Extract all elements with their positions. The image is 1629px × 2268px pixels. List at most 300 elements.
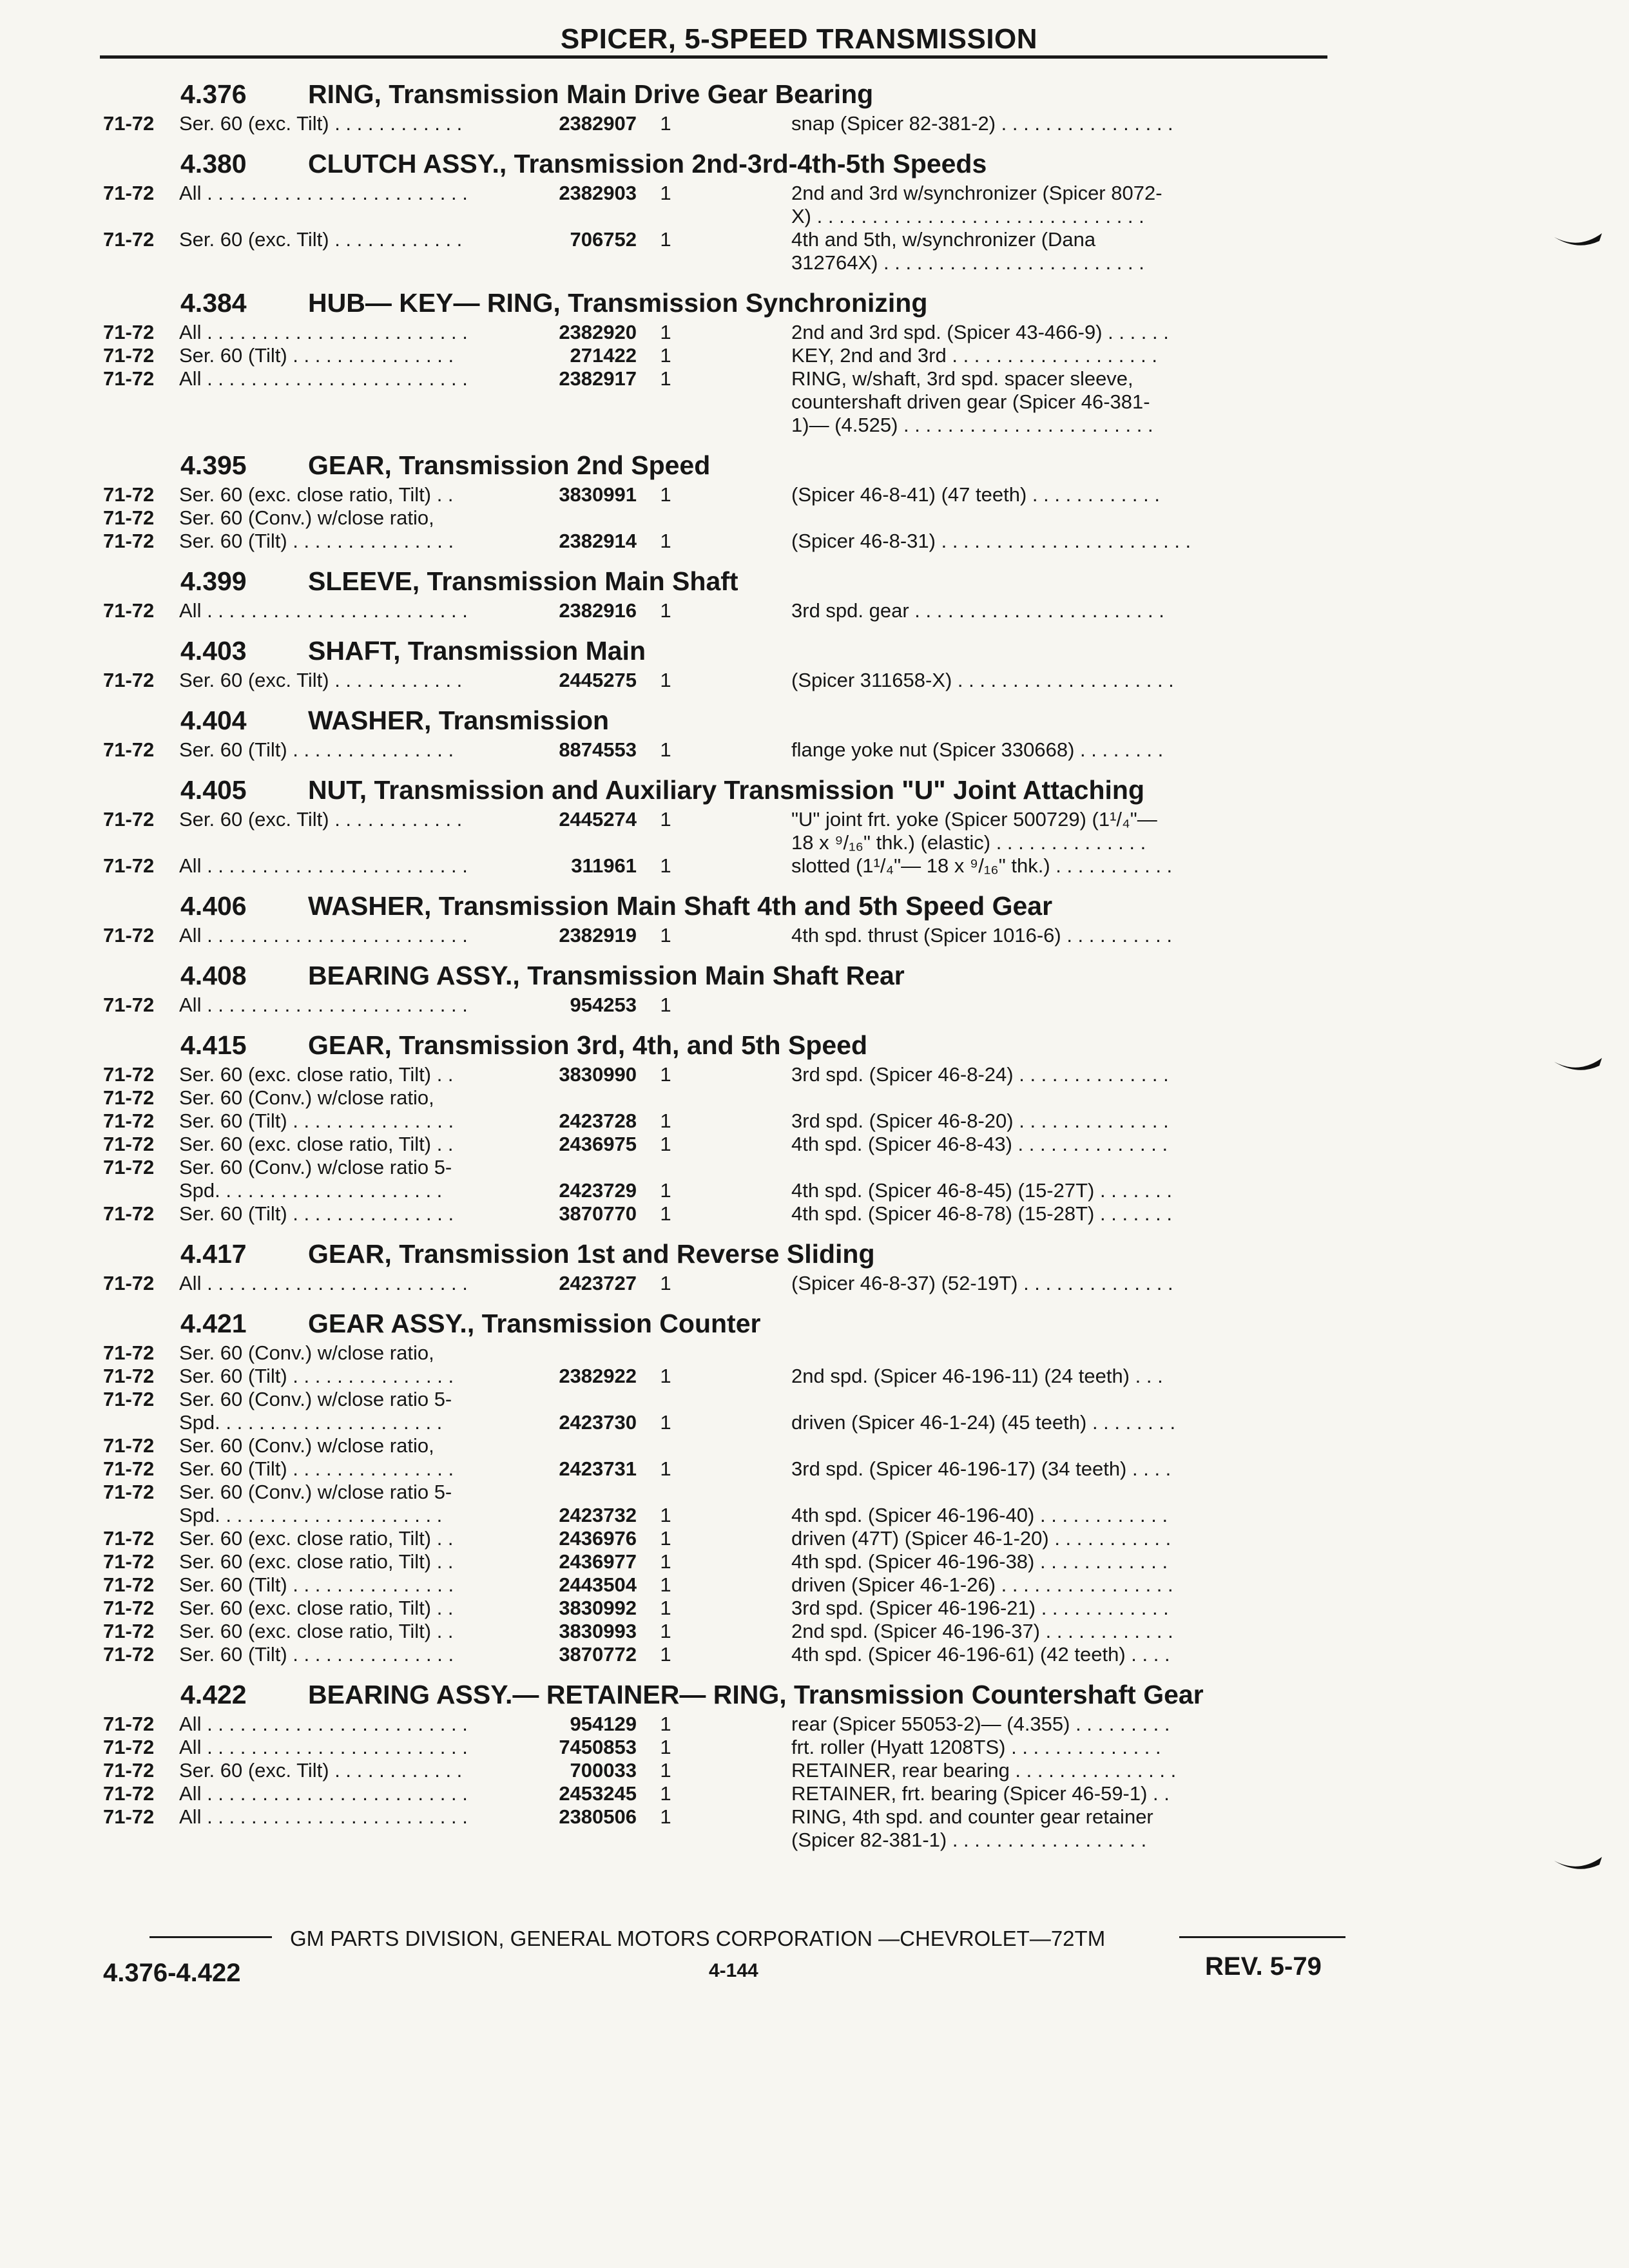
section-gap — [103, 1666, 1347, 1677]
quantity: 1 — [660, 1527, 671, 1550]
model-description: Ser. 60 (exc. Tilt) . . . . . . . . . . . . — [179, 228, 463, 251]
model-year: 71-72 — [103, 483, 155, 506]
model-year: 71-72 — [103, 994, 155, 1016]
section-gap — [103, 1017, 1347, 1027]
quantity: 1 — [660, 599, 671, 622]
model-year: 71-72 — [103, 1272, 155, 1294]
model-description: Spd. . . . . . . . . . . . . . . . . . . . . — [179, 1411, 443, 1434]
section-name: NUT, Transmission and Auxiliary Transmission "U" Joint Attaching — [308, 775, 1144, 805]
model-year: 71-72 — [103, 1156, 155, 1178]
quantity: 1 — [660, 1643, 671, 1666]
model-description: Ser. 60 (Conv.) w/close ratio 5- — [179, 1388, 452, 1410]
note-line: 3rd spd. (Spicer 46-196-21) . . . . . . . . . . . . — [791, 1597, 1169, 1619]
section-4-384 — [103, 285, 1347, 447]
note-line: countershaft driven gear (Spicer 46-381- — [791, 390, 1150, 413]
section-gap — [103, 878, 1347, 888]
model-description: All . . . . . . . . . . . . . . . . . . . . . . . . — [179, 924, 468, 947]
part-note — [695, 1063, 1287, 1086]
section-heading — [103, 1236, 1347, 1272]
model-year: 71-72 — [103, 1202, 155, 1225]
quantity: 1 — [660, 1805, 671, 1828]
parts-list — [103, 76, 1347, 1862]
model-description: Ser. 60 (Tilt) . . . . . . . . . . . . . . . — [179, 1573, 454, 1596]
section-name: CLUTCH ASSY., Transmission 2nd-3rd-4th-5th Speeds — [308, 149, 987, 178]
model-year: 71-72 — [103, 112, 155, 135]
part-row — [103, 738, 1347, 762]
section-heading — [103, 702, 1347, 738]
note-line: flange yoke nut (Spicer 330668) . . . . . . . . — [791, 738, 1164, 761]
section-name: RING, Transmission Main Drive Gear Bearing — [308, 79, 874, 109]
section-gap — [103, 437, 1347, 447]
part-number: 706752 — [570, 228, 637, 251]
part-number: 2382919 — [559, 924, 637, 947]
quantity: 1 — [660, 1110, 671, 1132]
model-description: All . . . . . . . . . . . . . . . . . . . . . . . . — [179, 321, 468, 343]
quantity: 1 — [660, 1272, 671, 1294]
model-description: Ser. 60 (Tilt) . . . . . . . . . . . . . . . — [179, 530, 454, 552]
note-line: 3rd spd. (Spicer 46-8-20) . . . . . . . . . . . . . . — [791, 1110, 1169, 1132]
part-note — [695, 1527, 1287, 1550]
part-row — [103, 1597, 1347, 1620]
footer-page-number: 4-144 — [709, 1960, 758, 1981]
section-4-417 — [103, 1236, 1347, 1305]
part-note — [695, 808, 1287, 854]
part-row — [103, 1457, 1347, 1481]
part-note — [695, 924, 1287, 947]
part-row — [103, 1388, 1347, 1411]
part-row — [103, 1179, 1347, 1202]
note-line: rear (Spicer 55053-2)— (4.355) . . . . . . . . . — [791, 1713, 1170, 1735]
quantity: 1 — [660, 1411, 671, 1434]
part-note — [695, 1736, 1287, 1759]
model-description: Ser. 60 (Tilt) . . . . . . . . . . . . . . . — [179, 1365, 454, 1387]
section-name: GEAR, Transmission 3rd, 4th, and 5th Speed — [308, 1030, 868, 1060]
model-description: Ser. 60 (exc. close ratio, Tilt) . . — [179, 1597, 454, 1619]
part-note — [695, 1597, 1287, 1620]
model-year: 71-72 — [103, 1481, 155, 1503]
section-name: GEAR ASSY., Transmission Counter — [308, 1309, 761, 1338]
part-row — [103, 1272, 1347, 1295]
model-description: All . . . . . . . . . . . . . . . . . . . . . . . . — [179, 367, 468, 390]
quantity: 1 — [660, 1133, 671, 1155]
part-number: 2382917 — [559, 367, 637, 390]
model-description: All . . . . . . . . . . . . . . . . . . . . . . . . — [179, 1782, 468, 1805]
model-year: 71-72 — [103, 1527, 155, 1550]
model-description: Ser. 60 (Conv.) w/close ratio 5- — [179, 1156, 452, 1178]
part-row — [103, 1527, 1347, 1550]
model-description: Ser. 60 (Tilt) . . . . . . . . . . . . . . . — [179, 738, 454, 761]
part-number: 271422 — [570, 344, 637, 367]
part-note — [695, 1202, 1287, 1225]
part-row — [103, 1504, 1347, 1527]
part-number: 3830992 — [559, 1597, 637, 1619]
part-note — [695, 1620, 1287, 1643]
model-year: 71-72 — [103, 1713, 155, 1735]
quantity: 1 — [660, 1365, 671, 1387]
page-title: SPICER, 5-SPEED TRANSMISSION — [560, 23, 1038, 55]
part-number: 2445274 — [559, 808, 637, 831]
footer-publisher: GM PARTS DIVISION, GENERAL MOTORS CORPORATION —CHEVROLET—72TM — [290, 1927, 1106, 1950]
note-line: 4th spd. (Spicer 46-196-40) . . . . . . . . . . . . — [791, 1504, 1168, 1526]
part-row — [103, 321, 1347, 344]
model-year: 71-72 — [103, 669, 155, 691]
section-gap — [103, 1225, 1347, 1236]
part-note — [695, 1759, 1287, 1782]
part-row — [103, 1573, 1347, 1597]
part-row — [103, 1481, 1347, 1504]
part-row — [103, 808, 1347, 854]
part-number: 2382903 — [559, 182, 637, 204]
quantity: 1 — [660, 530, 671, 552]
note-line: (Spicer 82-381-1) . . . . . . . . . . . . . . . . . . — [791, 1829, 1147, 1851]
part-number: 3830991 — [559, 483, 637, 506]
part-number: 954129 — [570, 1713, 637, 1735]
model-year: 71-72 — [103, 599, 155, 622]
note-line: RETAINER, rear bearing . . . . . . . . . . . . . . . — [791, 1759, 1177, 1782]
note-line: driven (47T) (Spicer 46-1-20) . . . . . . . . . . . — [791, 1527, 1171, 1550]
note-line: (Spicer 46-8-37) (52-19T) . . . . . . . . . . . . . . — [791, 1272, 1173, 1294]
model-year: 71-72 — [103, 1365, 155, 1387]
section-gap — [103, 553, 1347, 563]
part-note — [695, 1573, 1287, 1597]
quantity: 1 — [660, 669, 671, 691]
quantity: 1 — [660, 808, 671, 831]
section-4-399 — [103, 563, 1347, 633]
model-year: 71-72 — [103, 1388, 155, 1410]
note-line: 4th spd. (Spicer 46-196-38) . . . . . . . . . . . . — [791, 1550, 1168, 1573]
section-heading — [103, 957, 1347, 994]
section-number: 4.384 — [180, 288, 247, 318]
section-4-403 — [103, 633, 1347, 702]
part-note — [695, 321, 1287, 344]
note-line: slotted (1¹/₄"— 18 x ⁹/₁₆" thk.) . . . . . . . . . . . — [791, 854, 1173, 877]
model-description: All . . . . . . . . . . . . . . . . . . . . . . . . — [179, 854, 468, 877]
section-4-421 — [103, 1305, 1347, 1677]
section-heading — [103, 1027, 1347, 1063]
note-line: driven (Spicer 46-1-26) . . . . . . . . . . . . . . . . — [791, 1573, 1173, 1596]
model-description: Ser. 60 (Tilt) . . . . . . . . . . . . . . . — [179, 1457, 454, 1480]
part-number: 311961 — [571, 854, 637, 877]
model-description: All . . . . . . . . . . . . . . . . . . . . . . . . — [179, 599, 468, 622]
part-row — [103, 1110, 1347, 1133]
model-year: 71-72 — [103, 1063, 155, 1086]
model-description: Ser. 60 (exc. Tilt) . . . . . . . . . . . . — [179, 808, 463, 831]
note-line: 1)— (4.525) . . . . . . . . . . . . . . . . . . . . . . . — [791, 414, 1153, 436]
note-line: 3rd spd. (Spicer 46-8-24) . . . . . . . . . . . . . . — [791, 1063, 1169, 1086]
section-name: SLEEVE, Transmission Main Shaft — [308, 566, 738, 596]
section-gap — [103, 947, 1347, 957]
footer-section-range: 4.376-4.422 — [103, 1959, 241, 1987]
note-line: KEY, 2nd and 3rd . . . . . . . . . . . . . . . . . . . — [791, 344, 1158, 367]
model-description: All . . . . . . . . . . . . . . . . . . . . . . . . — [179, 1272, 468, 1294]
part-row — [103, 1736, 1347, 1759]
note-line: 4th spd. (Spicer 46-8-43) . . . . . . . . . . . . . . — [791, 1133, 1168, 1155]
part-row — [103, 344, 1347, 367]
section-heading — [103, 146, 1347, 182]
part-note — [695, 1504, 1287, 1527]
quantity: 1 — [660, 1759, 671, 1782]
section-4-395 — [103, 447, 1347, 563]
part-row — [103, 1550, 1347, 1573]
part-note — [695, 1110, 1287, 1133]
part-row — [103, 228, 1347, 274]
part-number: 2423731 — [559, 1457, 637, 1480]
section-4-415 — [103, 1027, 1347, 1236]
part-row — [103, 994, 1347, 1017]
part-row — [103, 483, 1347, 506]
quantity: 1 — [660, 344, 671, 367]
model-year: 71-72 — [103, 1620, 155, 1642]
part-row — [103, 1782, 1347, 1805]
quantity: 1 — [660, 1782, 671, 1805]
quantity: 1 — [660, 483, 671, 506]
note-line: 3rd spd. gear . . . . . . . . . . . . . . . . . . . . . . . — [791, 599, 1164, 622]
section-heading — [103, 447, 1347, 483]
model-description: All . . . . . . . . . . . . . . . . . . . . . . . . — [179, 1713, 468, 1735]
model-year: 71-72 — [103, 367, 155, 390]
section-number: 4.415 — [180, 1030, 247, 1060]
model-year: 71-72 — [103, 738, 155, 761]
part-row — [103, 924, 1347, 947]
note-line: 4th and 5th, w/synchronizer (Dana — [791, 228, 1096, 251]
model-description: Ser. 60 (exc. Tilt) . . . . . . . . . . . . — [179, 669, 463, 691]
section-4-404 — [103, 702, 1347, 772]
model-description: Ser. 60 (exc. Tilt) . . . . . . . . . . . . — [179, 1759, 463, 1782]
part-note — [695, 738, 1287, 762]
scan-mark — [1553, 1856, 1603, 1872]
part-note — [695, 1411, 1287, 1434]
note-line: 2nd spd. (Spicer 46-196-37) . . . . . . . . . . . . — [791, 1620, 1173, 1642]
note-line: RETAINER, frt. bearing (Spicer 46-59-1) . . — [791, 1782, 1170, 1805]
part-row — [103, 1086, 1347, 1110]
section-heading — [103, 285, 1347, 321]
section-name: BEARING ASSY.— RETAINER— RING, Transmission Countershaft Gear — [308, 1680, 1204, 1709]
section-number: 4.405 — [180, 775, 247, 805]
section-number: 4.408 — [180, 961, 247, 990]
part-note — [695, 344, 1287, 367]
model-year: 71-72 — [103, 1133, 155, 1155]
part-note — [695, 1713, 1287, 1736]
section-gap — [103, 762, 1347, 772]
part-note — [695, 367, 1287, 437]
section-number: 4.380 — [180, 149, 247, 178]
section-number: 4.403 — [180, 636, 247, 666]
model-description: Ser. 60 (Conv.) w/close ratio, — [179, 1341, 434, 1364]
model-description: Ser. 60 (Tilt) . . . . . . . . . . . . . . . — [179, 1110, 454, 1132]
model-description: Ser. 60 (exc. close ratio, Tilt) . . — [179, 1063, 454, 1086]
note-line: (Spicer 46-8-41) (47 teeth) . . . . . . . . . . . . — [791, 483, 1160, 506]
quantity: 1 — [660, 924, 671, 947]
model-description: Ser. 60 (exc. Tilt) . . . . . . . . . . . . — [179, 112, 463, 135]
part-number: 2380506 — [559, 1805, 637, 1828]
quantity: 1 — [660, 738, 671, 761]
note-line: 2nd and 3rd w/synchronizer (Spicer 8072- — [791, 182, 1162, 204]
section-4-376 — [103, 76, 1347, 146]
quantity: 1 — [660, 367, 671, 390]
model-description: All . . . . . . . . . . . . . . . . . . . . . . . . — [179, 1736, 468, 1758]
part-row — [103, 506, 1347, 530]
part-note — [695, 1782, 1287, 1805]
part-number: 3870770 — [559, 1202, 637, 1225]
part-row — [103, 669, 1347, 692]
quantity: 1 — [660, 1504, 671, 1526]
scan-mark — [1553, 232, 1603, 249]
part-row — [103, 1063, 1347, 1086]
model-description: Ser. 60 (Conv.) w/close ratio, — [179, 1086, 434, 1109]
model-year: 71-72 — [103, 530, 155, 552]
part-note — [695, 228, 1287, 274]
section-gap — [103, 692, 1347, 702]
model-description: Ser. 60 (exc. close ratio, Tilt) . . — [179, 483, 454, 506]
section-heading — [103, 1677, 1347, 1713]
part-row — [103, 1411, 1347, 1434]
part-number: 2423732 — [559, 1504, 637, 1526]
part-note — [695, 669, 1287, 692]
quantity: 1 — [660, 1457, 671, 1480]
part-note — [695, 112, 1287, 135]
model-year: 71-72 — [103, 1782, 155, 1805]
note-line: snap (Spicer 82-381-2) . . . . . . . . . . . . . . . . — [791, 112, 1173, 135]
note-line: 4th spd. (Spicer 46-8-78) (15-28T) . . . . . . . — [791, 1202, 1172, 1225]
model-description: Ser. 60 (Conv.) w/close ratio, — [179, 506, 434, 529]
section-number: 4.421 — [180, 1309, 247, 1338]
model-year: 71-72 — [103, 344, 155, 367]
model-year: 71-72 — [103, 1110, 155, 1132]
section-gap — [103, 135, 1347, 146]
section-number: 4.404 — [180, 706, 247, 735]
model-description: Ser. 60 (exc. close ratio, Tilt) . . — [179, 1527, 454, 1550]
model-year: 71-72 — [103, 1597, 155, 1619]
model-description: Spd. . . . . . . . . . . . . . . . . . . . . — [179, 1179, 443, 1202]
part-note — [695, 1365, 1287, 1388]
section-4-405 — [103, 772, 1347, 888]
model-year: 71-72 — [103, 321, 155, 343]
model-description: Ser. 60 (Tilt) . . . . . . . . . . . . . . . — [179, 1643, 454, 1666]
part-number: 2436977 — [559, 1550, 637, 1573]
part-number: 2443504 — [559, 1573, 637, 1596]
part-row — [103, 1365, 1347, 1388]
model-description: Spd. . . . . . . . . . . . . . . . . . . . . — [179, 1504, 443, 1526]
section-gap — [103, 1852, 1347, 1862]
quantity: 1 — [660, 1550, 671, 1573]
quantity: 1 — [660, 854, 671, 877]
section-name: BEARING ASSY., Transmission Main Shaft Rear — [308, 961, 905, 990]
part-row — [103, 1156, 1347, 1179]
part-note — [695, 182, 1287, 228]
model-description: Ser. 60 (Conv.) w/close ratio 5- — [179, 1481, 452, 1503]
quantity: 1 — [660, 1736, 671, 1758]
model-description: Ser. 60 (Conv.) w/close ratio, — [179, 1434, 434, 1457]
part-number: 2382914 — [559, 530, 637, 552]
model-year: 71-72 — [103, 506, 155, 529]
part-number: 2382922 — [559, 1365, 637, 1387]
model-year: 71-72 — [103, 1086, 155, 1109]
part-row — [103, 1713, 1347, 1736]
section-heading — [103, 888, 1347, 924]
section-heading — [103, 772, 1347, 808]
model-description: Ser. 60 (Tilt) . . . . . . . . . . . . . . . — [179, 344, 454, 367]
model-year: 71-72 — [103, 1434, 155, 1457]
model-description: All . . . . . . . . . . . . . . . . . . . . . . . . — [179, 994, 468, 1016]
model-description: Ser. 60 (Tilt) . . . . . . . . . . . . . . . — [179, 1202, 454, 1225]
scan-mark — [1553, 1057, 1603, 1073]
section-4-380 — [103, 146, 1347, 285]
part-number: 700033 — [570, 1759, 637, 1782]
quantity: 1 — [660, 1597, 671, 1619]
part-row — [103, 1759, 1347, 1782]
part-note — [695, 1550, 1287, 1573]
section-heading — [103, 1305, 1347, 1341]
part-row — [103, 1133, 1347, 1156]
part-note — [695, 1133, 1287, 1156]
section-number: 4.376 — [180, 79, 247, 109]
note-line: RING, w/shaft, 3rd spd. spacer sleeve, — [791, 367, 1133, 390]
note-line: 2nd spd. (Spicer 46-196-11) (24 teeth) . . . — [791, 1365, 1163, 1387]
section-heading — [103, 633, 1347, 669]
note-line: 4th spd. (Spicer 46-8-45) (15-27T) . . . . . . . — [791, 1179, 1172, 1202]
note-line: 312764X) . . . . . . . . . . . . . . . . . . . . . . . . — [791, 251, 1144, 274]
note-line: 2nd and 3rd spd. (Spicer 43-466-9) . . . . . . — [791, 321, 1169, 343]
quantity: 1 — [660, 228, 671, 251]
part-row — [103, 1620, 1347, 1643]
footer-rule-left — [149, 1936, 272, 1938]
part-number: 2423730 — [559, 1411, 637, 1434]
note-line: (Spicer 311658-X) . . . . . . . . . . . . . . . . . . . . — [791, 669, 1174, 691]
section-number: 4.417 — [180, 1239, 247, 1269]
section-4-422 — [103, 1677, 1347, 1862]
part-note — [695, 1272, 1287, 1295]
title-rule — [100, 55, 1327, 59]
quantity: 1 — [660, 1202, 671, 1225]
part-row — [103, 1202, 1347, 1225]
part-note — [695, 1805, 1287, 1852]
part-number: 7450853 — [559, 1736, 637, 1758]
part-number: 3830990 — [559, 1063, 637, 1086]
section-number: 4.422 — [180, 1680, 247, 1709]
section-name: GEAR, Transmission 1st and Reverse Sliding — [308, 1239, 875, 1269]
part-row — [103, 112, 1347, 135]
section-4-408 — [103, 957, 1347, 1027]
model-year: 71-72 — [103, 924, 155, 947]
note-line: driven (Spicer 46-1-24) (45 teeth) . . . . . . . . — [791, 1411, 1176, 1434]
footer-revision: REV. 5-79 — [1205, 1952, 1322, 1981]
part-number: 8874553 — [559, 738, 637, 761]
note-line: 18 x ⁹/₁₆" thk.) (elastic) . . . . . . . . . . . . . . — [791, 831, 1146, 854]
quantity: 1 — [660, 321, 671, 343]
part-number: 3830993 — [559, 1620, 637, 1642]
part-number: 2382916 — [559, 599, 637, 622]
section-name: WASHER, Transmission — [308, 706, 610, 735]
part-row — [103, 854, 1347, 878]
model-year: 71-72 — [103, 182, 155, 204]
note-line: X) . . . . . . . . . . . . . . . . . . . . . . . . . . . . . . — [791, 205, 1144, 227]
part-note — [695, 599, 1287, 622]
section-name: HUB— KEY— RING, Transmission Synchronizing — [308, 288, 928, 318]
quantity: 1 — [660, 1713, 671, 1735]
note-line: 4th spd. thrust (Spicer 1016-6) . . . . . . . . . . — [791, 924, 1172, 947]
part-row — [103, 1805, 1347, 1852]
part-note — [695, 483, 1287, 506]
part-row — [103, 1434, 1347, 1457]
model-description: All . . . . . . . . . . . . . . . . . . . . . . . . — [179, 182, 468, 204]
note-line: "U" joint frt. yoke (Spicer 500729) (1¹/₄"— — [791, 808, 1157, 831]
part-note — [695, 530, 1287, 553]
model-year: 71-72 — [103, 1805, 155, 1828]
part-number: 2423727 — [559, 1272, 637, 1294]
note-line: (Spicer 46-8-31) . . . . . . . . . . . . . . . . . . . . . . . — [791, 530, 1191, 552]
part-note — [695, 1643, 1287, 1666]
model-year: 71-72 — [103, 1736, 155, 1758]
